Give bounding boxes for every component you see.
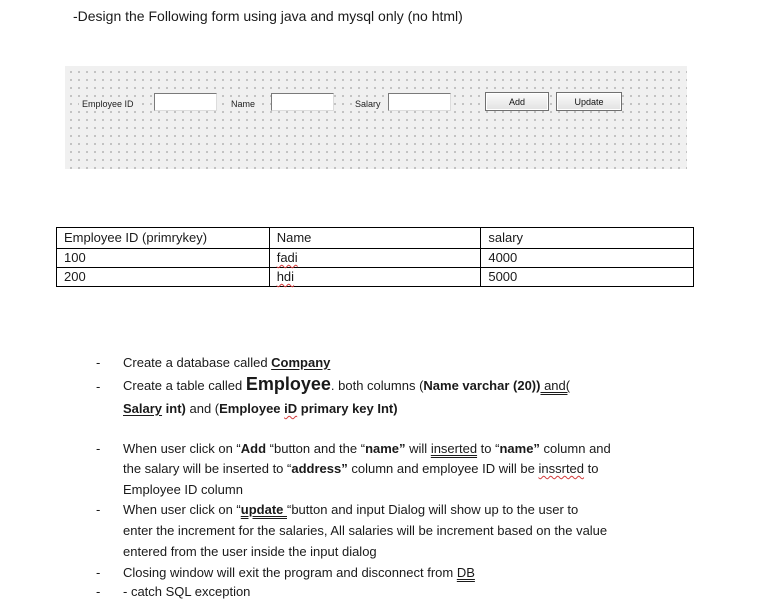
instruction-add-line2: the salary will be inserted to “address” column and employee ID will be inssrted to [123,461,599,476]
add-button[interactable]: Add [485,92,549,111]
cell-employee-id: 200 [57,268,270,287]
salary-label: Salary [352,98,384,110]
instruction-update-line3: entered from the user inside the input dialog [123,544,377,559]
instruction-create-db: Create a database called Company [123,355,331,370]
update-button[interactable]: Update [556,92,622,111]
bullet-dash: - [96,355,101,370]
instruction-add-line3: Employee ID column [123,482,243,497]
bullet-dash: - [96,565,101,580]
name-label: Name [228,98,258,110]
instruction-create-table: Create a table called Employee. both columns (Name varchar (20)) and( [123,374,571,394]
bullet-dash: - [96,441,101,456]
cell-employee-id: 100 [57,249,270,268]
header-name: Name [269,228,481,249]
header-salary: salary [481,228,694,249]
table-row [57,268,694,287]
cell-name: fadi [269,249,481,268]
instruction-update-line1: When user click on “update “button and input Dialog will show up to the user to [123,502,579,517]
employee-id-label: Employee ID [79,98,137,110]
name-field[interactable] [271,93,334,111]
table-row [57,249,694,268]
instruction-add-line1: When user click on “Add “button and the “name” will inserted to “name” column and [123,441,611,456]
instruction-close-window: Closing window will exit the program and disconnect from DB [123,565,475,580]
assignment-heading: -Design the Following form using java and mysql only (no html) [73,8,463,24]
header-employee-id: Employee ID (primrykey) [57,228,270,249]
cell-salary: 5000 [481,268,694,287]
bullet-dash: - [96,379,101,394]
instruction-create-table-cont: Salary int) and (Employee iD primary key Int) [123,401,398,416]
instruction-catch-exception: - catch SQL exception [123,584,251,599]
salary-field[interactable] [388,93,451,111]
cell-name: hdi [269,268,481,287]
form-design-panel [65,66,687,169]
bullet-dash: - [96,584,101,599]
employee-id-field[interactable] [154,93,217,111]
table-header-row [57,228,694,249]
cell-salary: 4000 [481,249,694,268]
instruction-update-line2: enter the increment for the salaries, All salaries will be increment based on the value [123,523,608,538]
bullet-dash: - [96,502,101,517]
employee-table [56,227,694,287]
